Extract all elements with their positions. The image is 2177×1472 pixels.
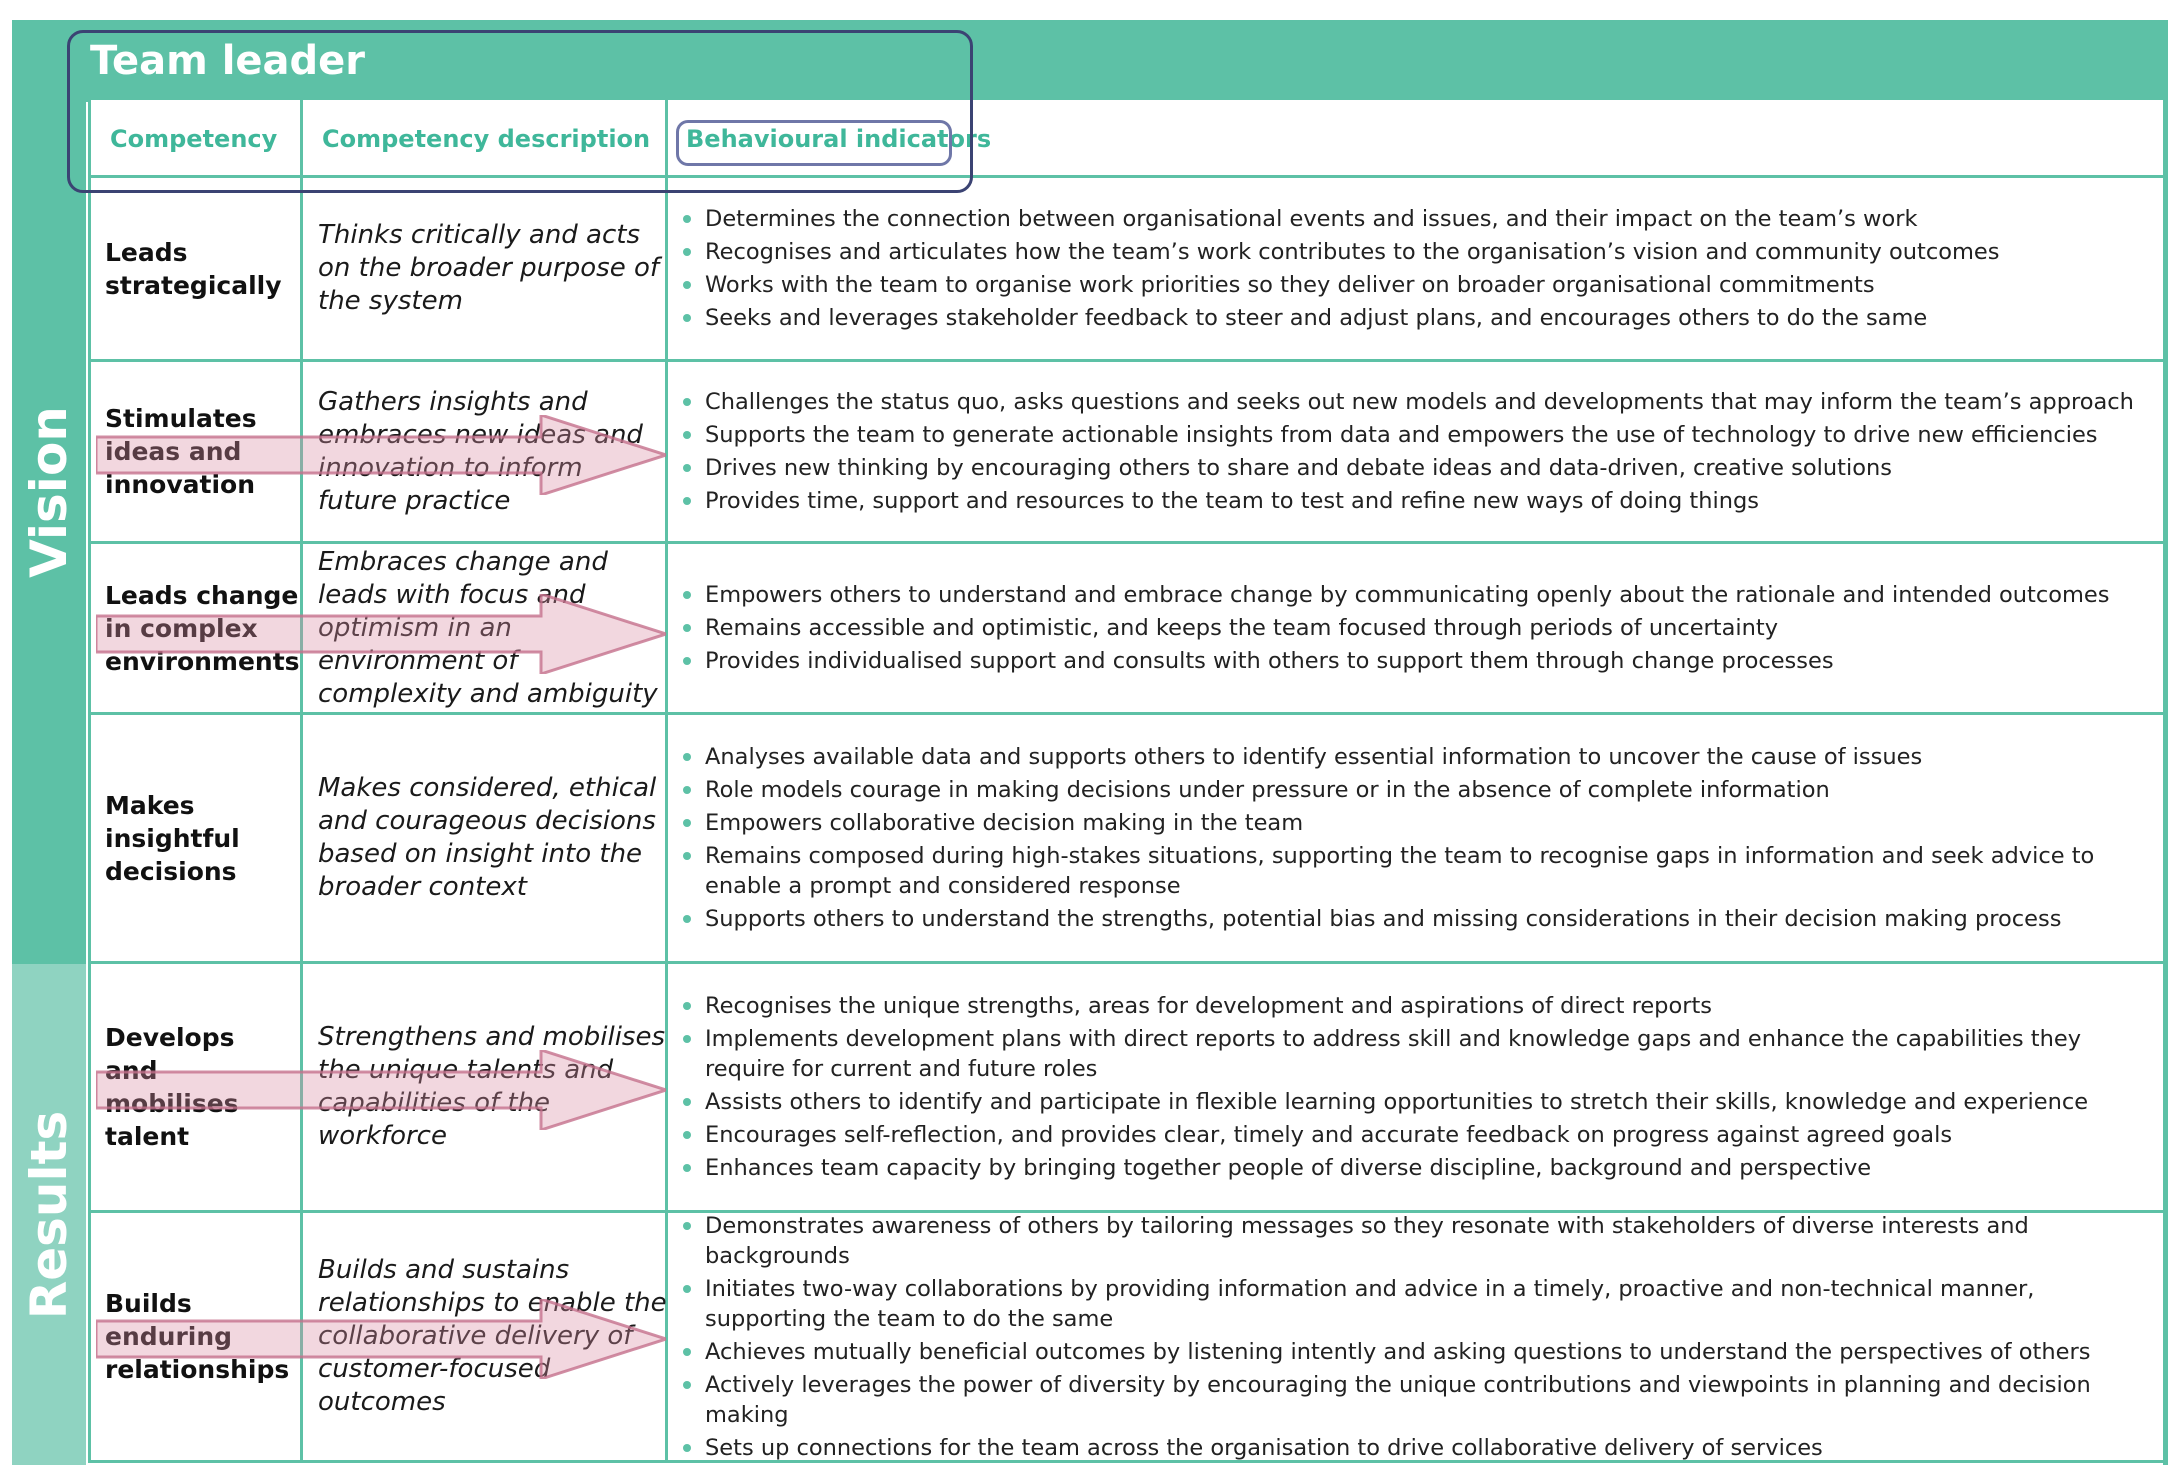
competency-stimulates-ideas: Stimulates ideas and innovation	[105, 404, 257, 499]
indicators-leads-change	[680, 544, 2150, 712]
right-border	[2163, 20, 2168, 1465]
indicator-item: Empowers others to understand and embrace change by communicating openly about the rationale and intended outcomes	[680, 580, 2150, 610]
arrow-annotation	[96, 415, 666, 495]
competency-develops-talent: Develops and mobilises talent	[105, 1023, 239, 1151]
arrow-annotation	[96, 594, 666, 674]
indicator-item: Determines the connection between organisational events and issues, and their impact on the team’s work	[680, 204, 2150, 234]
indicator-item: Enhances team capacity by bringing together people of diverse discipline, background and perspective	[680, 1153, 2150, 1183]
indicator-item: Works with the team to organise work priorities so they deliver on broader organisational commitments	[680, 270, 2150, 300]
header-indicators: Behavioural indicators	[686, 125, 992, 153]
indicator-item: Recognises and articulates how the team’s work contributes to the organisation’s vision and community outcomes	[680, 237, 2150, 267]
indicator-item: Assists others to identify and participate in flexible learning opportunities to stretch their skills, knowledge and experience	[680, 1087, 2150, 1117]
indicator-item: Analyses available data and supports others to identify essential information to uncover the cause of issues	[680, 742, 2150, 772]
indicators-stimulates-ideas	[680, 362, 2150, 541]
results-label: Results	[20, 1110, 78, 1319]
description-stimulates-ideas: Gathers insights and embraces new ideas and innovation to inform future practice	[318, 386, 643, 516]
header-annotation-box	[67, 30, 973, 193]
competency-leads-strategically: Leads strategically	[105, 237, 282, 300]
indicator-item: Supports others to understand the strengths, potential bias and missing considerations in their decision making process	[680, 904, 2150, 934]
table-border-left	[88, 100, 91, 1463]
header-description: Competency description	[322, 125, 651, 153]
indicator-item: Initiates two-way collaborations by providing information and advice in a timely, proactive and non-technical manner, supporting the team to do the same	[680, 1274, 2150, 1334]
indicator-item: Encourages self-reflection, and provides clear, timely and accurate feedback on progress against agreed goals	[680, 1120, 2150, 1150]
indicator-item: Implements development plans with direct reports to address skill and knowledge gaps and enhance the capabilities they require for current and future roles	[680, 1024, 2150, 1084]
indicator-item: Remains composed during high-stakes situations, supporting the team to recognise gaps in information and seek advice to enable a prompt and considered response	[680, 841, 2150, 901]
competency-makes-decisions: Makes insightful decisions	[105, 790, 240, 886]
indicator-item: Supports the team to generate actionable insights from data and empowers the use of technology to drive new efficiencies	[680, 420, 2150, 450]
description-builds-relationships: Builds and sustains relationships to enable the collaborative delivery of customer-focused outcomes	[318, 1255, 667, 1417]
results-band	[12, 964, 86, 1465]
indicator-item: Recognises the unique strengths, areas for development and aspirations of direct reports	[680, 991, 2150, 1021]
page-title: Team leader	[90, 38, 366, 84]
indicator-item: Seeks and leverages stakeholder feedback to steer and adjust plans, and encourages others to do the same	[680, 303, 2150, 333]
indicator-item: Role models courage in making decisions under pressure or in the absence of complete information	[680, 775, 2150, 805]
indicators-builds-relationships	[680, 1213, 2150, 1460]
indicator-item: Provides time, support and resources to the team to test and refine new ways of doing things	[680, 486, 2150, 516]
indicator-item: Remains accessible and optimistic, and keeps the team focused through periods of uncertainty	[680, 613, 2150, 643]
indicators-leads-strategically	[680, 178, 2150, 359]
competency-builds-relationships: Builds enduring relationships	[105, 1289, 290, 1384]
arrow-annotation	[96, 1050, 666, 1130]
indicator-item: Challenges the status quo, asks questions and seeks out new models and developments that may inform the team’s approach	[680, 387, 2150, 417]
description-develops-talent: Strengthens and mobilises the unique talents and capabilities of the workforce	[318, 1022, 666, 1151]
description-leads-change: Embraces change and leads with focus and optimism in an environment of complexity and ambiguity	[318, 546, 658, 709]
indicator-item: Actively leverages the power of diversity by encouraging the unique contributions and viewpoints in planning and decision making	[680, 1370, 2150, 1430]
indicator-item: Empowers collaborative decision making in the team	[680, 808, 2150, 838]
arrow-annotation	[96, 1299, 666, 1379]
indicator-item: Drives new thinking by encouraging others to share and debate ideas and data-driven, creative solutions	[680, 453, 2150, 483]
indicators-makes-decisions	[680, 715, 2150, 961]
indicator-item: Sets up connections for the team across the organisation to drive collaborative delivery of services	[680, 1433, 2150, 1463]
column-divider	[300, 100, 303, 1463]
description-leads-strategically: Thinks critically and acts on the broader purpose of the system	[318, 220, 660, 316]
indicators-develops-talent	[680, 964, 2150, 1210]
description-makes-decisions: Makes considered, ethical and courageous decisions based on insight into the broader context	[318, 773, 657, 902]
vision-label: Vision	[20, 406, 78, 578]
indicators-annotation-box	[676, 120, 952, 166]
indicator-item: Achieves mutually beneficial outcomes by listening intently and asking questions to understand the perspectives of others	[680, 1337, 2150, 1367]
indicator-item: Demonstrates awareness of others by tailoring messages so they resonate with stakeholders of diverse interests and backgrounds	[680, 1211, 2150, 1271]
competency-leads-change: Leads change in complex environments	[105, 580, 300, 676]
header-competency: Competency	[110, 125, 278, 153]
indicator-item: Provides individualised support and consults with others to support them through change processes	[680, 646, 2150, 676]
